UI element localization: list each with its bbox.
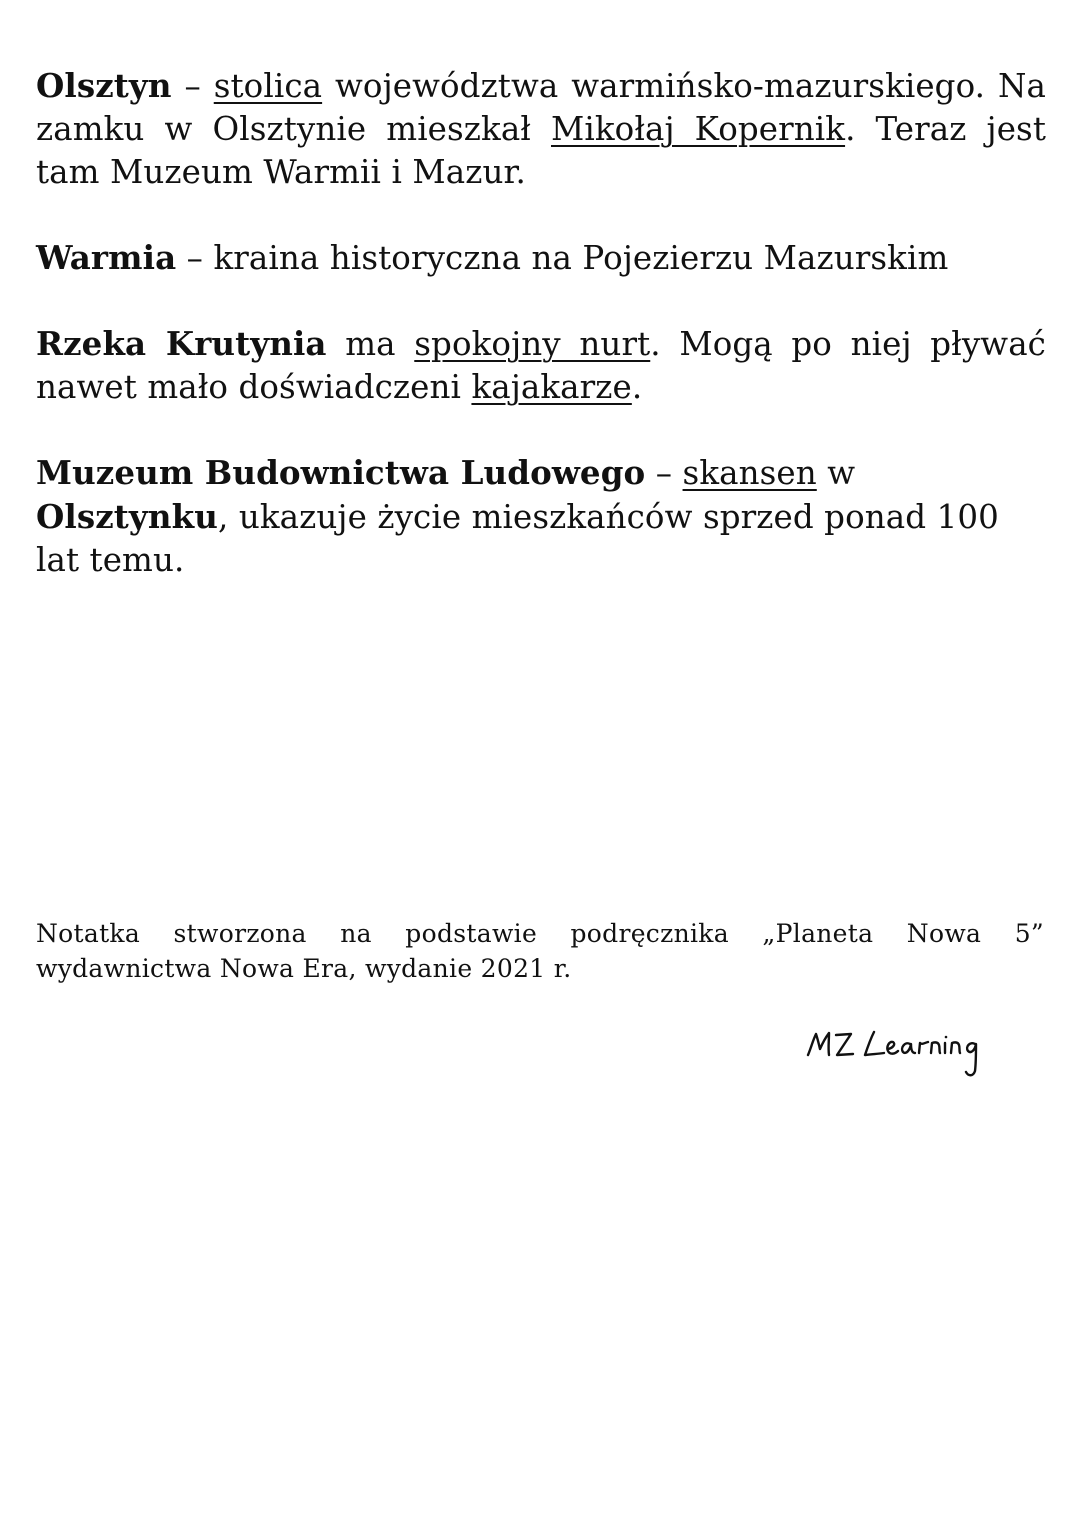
entry-text: województwa warmińsko-mazurskiego. Na zamku w Olsztynie mieszkał xyxy=(36,67,1046,148)
entry-krutynia xyxy=(36,322,1046,409)
signature-strokes xyxy=(808,1032,976,1075)
signature-mz-learning xyxy=(804,1022,1024,1082)
separator: – xyxy=(645,454,683,492)
entry-text: . Teraz jest tam Muzeum Warmii i Mazur. xyxy=(36,110,1046,191)
source-footnote xyxy=(36,916,1044,986)
entry-text: . xyxy=(631,368,643,406)
underlined-spokojny-nurt: spokojny nurt xyxy=(414,325,651,363)
entry-olsztyn xyxy=(36,64,1046,194)
entry-text: . Mogą po niej pływać nawet mało doświadczeni xyxy=(36,325,1046,406)
term-olsztyn: Olsztyn xyxy=(36,66,172,105)
footnote-line-2: wydawnictwa Nowa Era, wydanie 2021 r. xyxy=(36,954,572,983)
underlined-stolica: stolica xyxy=(213,67,323,105)
entry-text: kraina historyczna na Pojezierzu Mazurskim xyxy=(213,239,949,277)
entry-text: w xyxy=(816,454,856,492)
notes-page xyxy=(36,64,1046,624)
entry-text: , ukazuje życie mieszkańców sprzed ponad 100 lat temu. xyxy=(36,498,999,579)
entry-warmia xyxy=(36,236,1046,280)
term-olsztynek: Olsztynku xyxy=(36,497,218,536)
entry-text: ma xyxy=(326,325,415,363)
term-warmia: Warmia xyxy=(36,238,177,277)
underlined-kajakarze: kajakarze xyxy=(471,368,632,406)
underlined-skansen: skansen xyxy=(682,454,817,492)
separator: – xyxy=(171,67,214,105)
entry-muzeum xyxy=(36,451,1046,582)
term-krutynia: Rzeka Krutynia xyxy=(36,324,327,363)
term-muzeum: Muzeum Budownictwa Ludowego xyxy=(36,453,646,492)
separator: – xyxy=(176,239,214,277)
underlined-kopernik: Mikołaj Kopernik xyxy=(551,110,846,148)
footnote-line-1: Notatka stworzona na podstawie podręcznika „Planeta Nowa 5” xyxy=(36,919,1044,948)
